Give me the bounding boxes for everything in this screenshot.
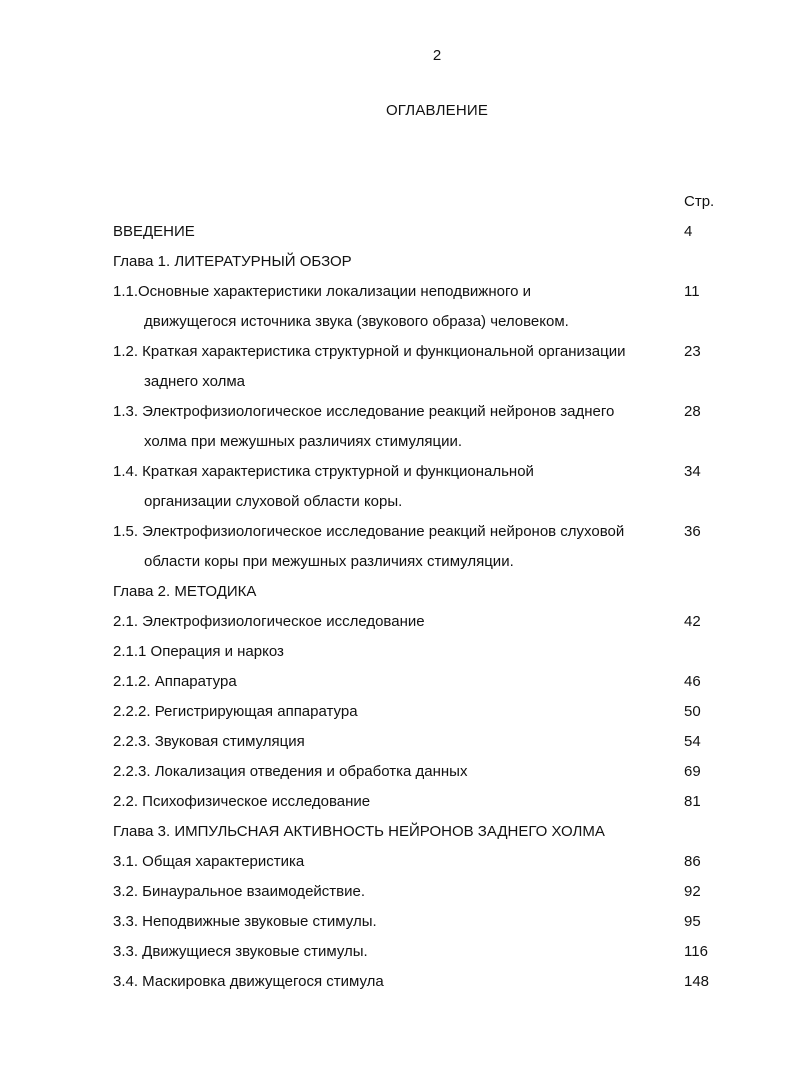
toc-entry-page: 54: [684, 733, 701, 750]
toc-entry-page: 95: [684, 913, 701, 930]
toc-entry-page: 50: [684, 703, 701, 720]
toc-entry-title: 3.4. Маскировка движущегося стимула: [113, 973, 384, 990]
toc-entry: [0, 787, 799, 817]
toc-entry-continuation: [0, 307, 799, 337]
toc-entry-page: 92: [684, 883, 701, 900]
toc-entry-title: ВВЕДЕНИЕ: [113, 223, 195, 240]
toc-entry-title: 3.3. Неподвижные звуковые стимулы.: [113, 913, 377, 930]
toc-entry-continuation: [0, 367, 799, 397]
toc-entry: [0, 757, 799, 787]
toc-entry: [0, 727, 799, 757]
toc-entry: [0, 697, 799, 727]
toc-entry-page: 86: [684, 853, 701, 870]
toc-entry-title: 3.2. Бинауральное взаимодействие.: [113, 883, 366, 900]
toc-entry-title: 3.1. Общая характеристика: [113, 853, 305, 870]
toc-entry: [0, 817, 799, 847]
toc-entry-page: 148: [684, 973, 710, 990]
page-column-label: Стр.: [684, 193, 715, 210]
toc-entry-title: 1.5. Электрофизиологическое исследование реакций нейронов слуховой: [113, 523, 625, 540]
toc-entry: [0, 967, 799, 997]
toc-entry-title: организации слуховой области коры.: [144, 493, 403, 510]
toc-entry-title: 2.1. Электрофизиологическое исследование: [113, 613, 425, 630]
toc-entry: [0, 337, 799, 367]
toc-entry-continuation: [0, 487, 799, 517]
toc-entry-page: 69: [684, 763, 701, 780]
toc-entry-title: холма при межушных различиях стимуляции.: [144, 433, 463, 450]
toc-entry-title: Глава 2. МЕТОДИКА: [113, 583, 257, 600]
toc-entry-continuation: [0, 427, 799, 457]
toc-entry-title: Глава 1. ЛИТЕРАТУРНЫЙ ОБЗОР: [113, 253, 352, 270]
toc-entry-title: 1.3. Электрофизиологическое исследование реакций нейронов заднего: [113, 403, 615, 420]
toc-entry: [0, 847, 799, 877]
toc-entry: [0, 277, 799, 307]
toc-entry-page: 116: [684, 943, 708, 960]
toc-entry: [0, 457, 799, 487]
toc-entry: [0, 877, 799, 907]
toc-entry-title: заднего холма: [144, 373, 246, 390]
toc-entry: [0, 607, 799, 637]
toc-entry-page: 11: [684, 283, 700, 300]
table-of-contents: [0, 217, 799, 997]
toc-entry-page: 81: [684, 793, 701, 810]
toc-entry: [0, 667, 799, 697]
toc-entry-title: 2.2.2. Регистрирующая аппаратура: [113, 703, 358, 720]
page-title: ОГЛАВЛЕНИЕ: [385, 102, 489, 119]
toc-entry-title: 1.2. Краткая характеристика структурной и функциональной организации: [113, 343, 626, 360]
toc-entry-page: 23: [684, 343, 701, 360]
toc-entry-title: 3.3. Движущиеся звуковые стимулы.: [113, 943, 368, 960]
toc-entry-title: 2.2.3. Локализация отведения и обработка данных: [113, 763, 468, 780]
toc-entry-title: 1.1.Основные характеристики локализации неподвижного и: [113, 283, 531, 300]
toc-entry-title: 2.1.2. Аппаратура: [113, 673, 237, 690]
toc-entry-title: 2.1.1 Операция и наркоз: [113, 643, 284, 660]
toc-entry-page: 42: [684, 613, 701, 630]
toc-entry: [0, 217, 799, 247]
toc-entry-title: движущегося источника звука (звукового образа) человеком.: [144, 313, 569, 330]
toc-entry-page: 46: [684, 673, 701, 690]
toc-entry: [0, 907, 799, 937]
toc-entry-title: области коры при межушных различиях стимуляции.: [144, 553, 514, 570]
toc-entry-title: 1.4. Краткая характеристика структурной и функциональной: [113, 463, 534, 480]
toc-entry-page: 4: [684, 223, 693, 240]
toc-entry: [0, 637, 799, 667]
toc-entry-continuation: [0, 547, 799, 577]
toc-entry: [0, 937, 799, 967]
toc-entry-page: 28: [684, 403, 701, 420]
toc-entry: [0, 517, 799, 547]
toc-entry: [0, 577, 799, 607]
page-number: 2: [432, 47, 442, 64]
toc-entry-title: 2.2.3. Звуковая стимуляция: [113, 733, 305, 750]
toc-entry-title: 2.2. Психофизическое исследование: [113, 793, 371, 810]
toc-entry-page: 34: [684, 463, 701, 480]
toc-entry-title: Глава 3. ИМПУЛЬСНАЯ АКТИВНОСТЬ НЕЙРОНОВ ЗАДНЕГО ХОЛМА: [113, 823, 605, 840]
toc-entry: [0, 247, 799, 277]
toc-entry: [0, 397, 799, 427]
toc-entry-page: 36: [684, 523, 701, 540]
